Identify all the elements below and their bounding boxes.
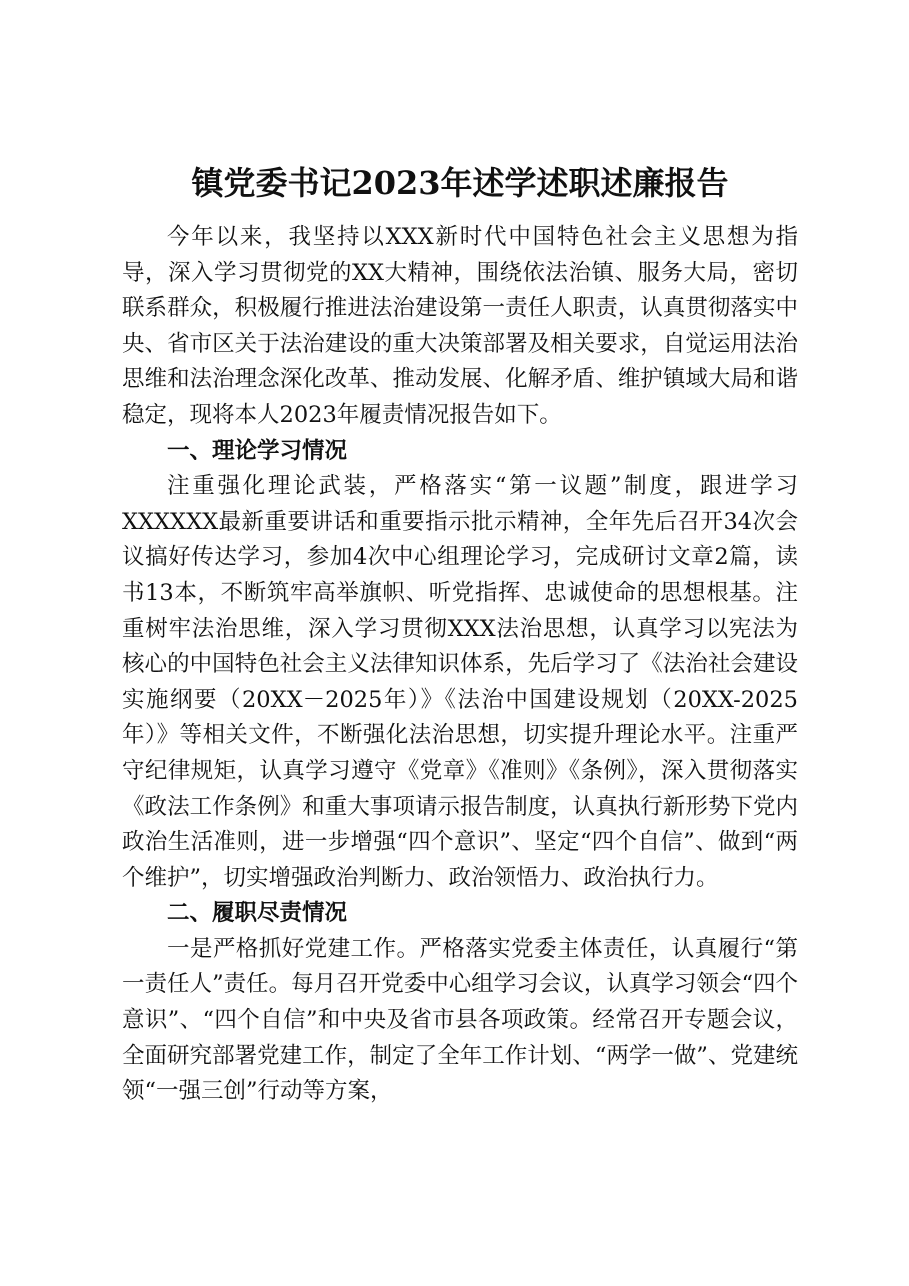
document-page [122,158,798,1110]
section-body-theory-study: 注重强化理论武装，严格落实“第一议题”制度，跟进学习XXXXXX最新重要讲话和重要指示批示精神，全年先后召开34次会议搞好传达学习，参加4次中心组理论学习，完成研讨文章2篇，读书13本，不断筑牢高举旗帜、听党指挥、忠诚使命的思想根基。注重树牢法治思维，深入学习贯彻XXX法治思想，认真学习以宪法为核心的中国特色社会主义法律知识体系，先后学习了《法治社会建设实施纲要（20XX－2025年）》《法治中国建设规划（20XX-2025年）》等相关文件，不断强化法治思想，切实提升理论水平。注重严守纪律规矩，认真学习遵守《党章》《准则》《条例》，深入贯彻落实《政法工作条例》和重大事项请示报告制度，认真执行新形势下党内政治生活准则，进一步增强“四个意识”、坚定“四个自信”、做到“两个维护”，切实增强政治判断力、政治领悟力、政治执行力。 [122,473,798,891]
section-heading-duty-performance: 二、履职尽责情况 [167,900,348,927]
section-heading-theory-study: 一、理论学习情况 [167,437,348,464]
intro-paragraph: 今年以来，我坚持以XXX新时代中国特色社会主义思想为指导，深入学习贯彻党的XX大精神，围绕依法治镇、服务大局，密切联系群众，积极履行推进法治建设第一责任人职责，认真贯彻落实中央、省市区关于法治建设的重大决策部署及相关要求，自觉运用法治思维和法治理念深化改革、推动发展、化解矛盾、维护镇域大局和谐稳定，现将本人2023年履责情况报告如下。 [122,224,798,428]
section-body-duty-performance: 一是严格抓好党建工作。严格落实党委主体责任，认真履行“第一责任人”责任。每月召开党委中心组学习会议，认真学习领会“四个意识”、“四个自信”和中央及省市县各项政策。经常召开专题会议，全面研究部署党建工作，制定了全年工作计划、“两学一做”、党建统领“一强三创”行动等方案， [122,935,798,1105]
document-title: 镇党委书记2023年述学述职述廉报告 [191,164,729,202]
